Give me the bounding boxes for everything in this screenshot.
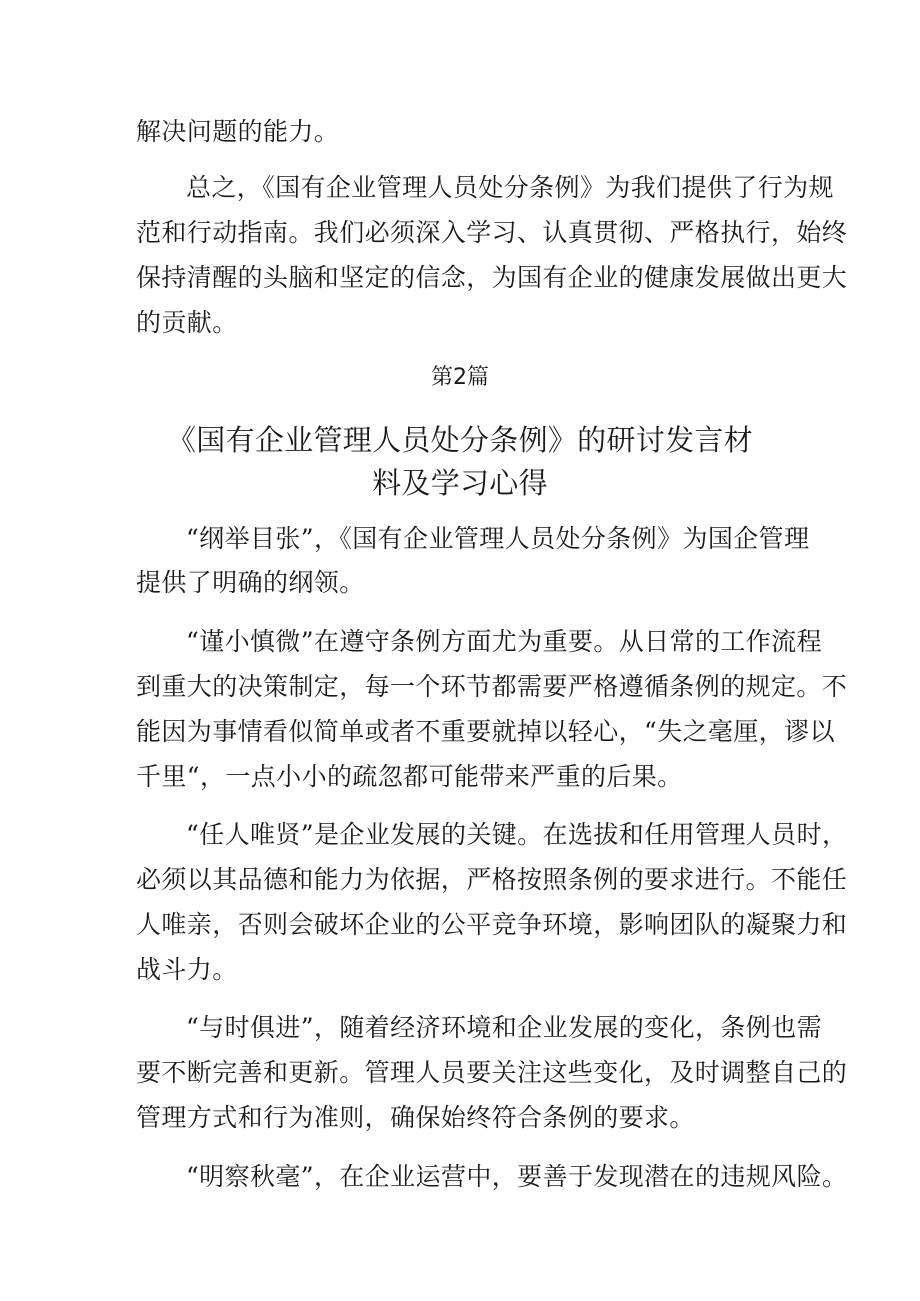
paragraph-line: “谨小慎微”在遵守条例方面尤为重要。从日常的工作流程 [186, 627, 822, 656]
section-label: 第2篇 [431, 365, 489, 390]
paragraph-line: 人唯亲，否则会破坏企业的公平竞争环境，影响团队的凝聚力和 [136, 910, 848, 939]
paragraph-line: “与时俱进”，随着经济环境和企业发展的变化，条例也需 [186, 1013, 822, 1042]
paragraph-line: 解决问题的能力。 [136, 117, 340, 146]
paragraph-line: 的贡献。 [136, 308, 238, 337]
paragraph-line: 范和行动指南。我们必须深入学习、认真贯彻、严格执行，始终 [136, 218, 848, 247]
paragraph-line: 要不断完善和更新。管理人员要关注这些变化，及时调整自己的 [136, 1058, 848, 1087]
paragraph-line: 管理方式和行为准则，确保始终符合条例的要求。 [136, 1103, 695, 1132]
paragraph-line: 千里“，一点小小的疏忽都可能带来严重的后果。 [136, 762, 683, 791]
paragraph-line: 能因为事情看似简单或者不重要就掉以轻心，“失之毫厘，谬以 [136, 717, 835, 746]
paragraph-line: “明察秋毫”，在企业运营中，要善于发现潜在的违规风险。 [186, 1162, 848, 1191]
paragraph-line: “纲举目张”，《国有企业管理人员处分条例》为国企管理 [186, 524, 810, 553]
paragraph-line: 总之，《国有企业管理人员处分条例》为我们提供了行为规 [186, 173, 834, 202]
article-title-line-2: 料及学习心得 [372, 466, 548, 500]
paragraph-line: “任人唯贤”是企业发展的关键。在选拔和任用管理人员时， [186, 820, 848, 849]
paragraph-line: 到重大的决策制定，每一个环节都需要严格遵循条例的规定。不 [136, 672, 848, 701]
paragraph-line: 必须以其品德和能力为依据，严格按照条例的要求进行。不能任 [136, 865, 848, 894]
paragraph-line: 战斗力。 [136, 955, 238, 984]
paragraph-line: 提供了明确的纲领。 [136, 568, 365, 597]
paragraph-line: 保持清醒的头脑和坚定的信念，为国有企业的健康发展做出更大 [136, 263, 848, 292]
article-title-line-1: 《国有企业管理人员处分条例》的研讨发言材 [166, 423, 753, 457]
